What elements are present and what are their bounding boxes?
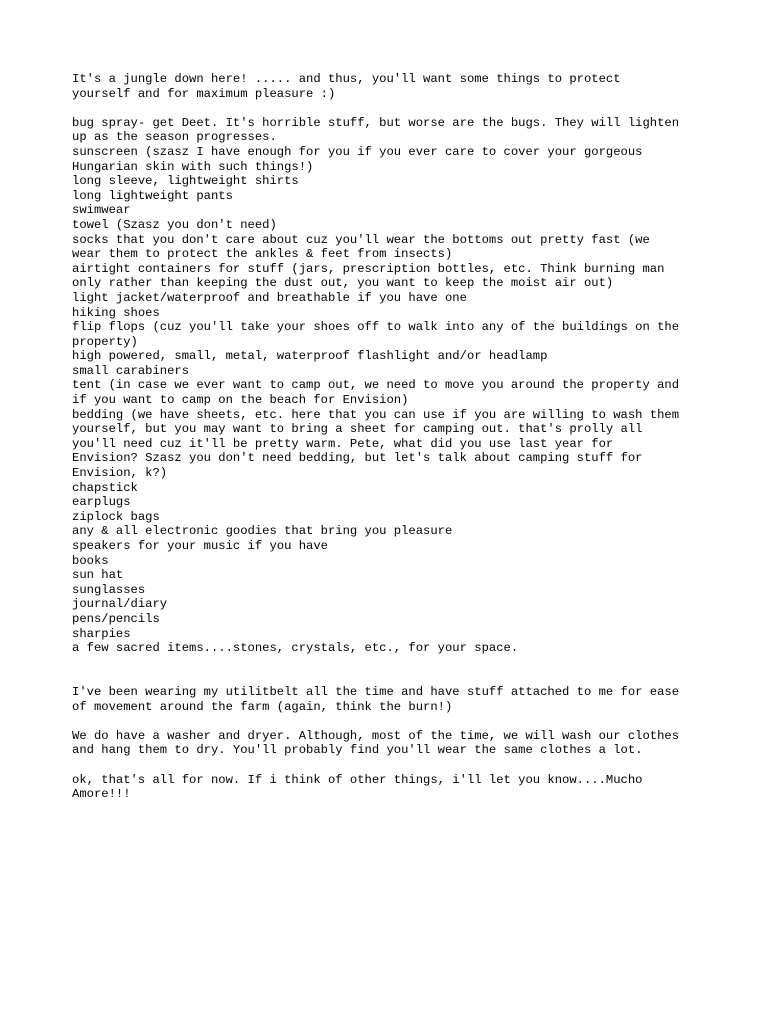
text-line: [72, 656, 712, 671]
text-line: yourself and for maximum pleasure :): [72, 86, 336, 101]
text-line: Envision? Szasz you don't need bedding, but let's talk about camping stuff for: [72, 451, 643, 466]
text-line: high powered, small, metal, waterproof flashlight and/or headlamp: [72, 349, 548, 364]
text-line: if you want to camp on the beach for Envision): [72, 393, 409, 408]
text-line: sunscreen (szasz I have enough for you if you ever care to cover your gorgeous: [72, 144, 643, 159]
text-line: Hungarian skin with such things!): [72, 159, 314, 174]
text-line: any & all electronic goodies that bring you pleasure: [72, 524, 453, 539]
text-line: you'll need cuz it'll be pretty warm. Pete, what did you use last year for: [72, 436, 614, 451]
text-line: Amore!!!: [72, 787, 131, 802]
text-line: ok, that's all for now. If i think of other things, i'll let you know....Mucho: [72, 772, 643, 787]
text-line: Envision, k?): [72, 466, 168, 481]
text-line: a few sacred items....stones, crystals, etc., for your space.: [72, 641, 519, 656]
text-line: flip flops (cuz you'll take your shoes off to walk into any of the buildings on the: [72, 320, 680, 335]
text-line: [72, 714, 712, 729]
text-line: ziplock bags: [72, 509, 160, 524]
text-line: hiking shoes: [72, 305, 160, 320]
text-line: [72, 670, 712, 685]
text-line: chapstick: [72, 480, 138, 495]
text-line: yourself, but you may want to bring a sheet for camping out. that's prolly all: [72, 422, 643, 437]
text-line: journal/diary: [72, 597, 168, 612]
text-line: of movement around the farm (again, think the burn!): [72, 699, 453, 714]
text-line: swimwear: [72, 203, 131, 218]
text-line: up as the season progresses.: [72, 130, 277, 145]
text-line: It's a jungle down here! ..... and thus, you'll want some things to protect: [72, 72, 621, 86]
text-line: books: [72, 553, 109, 568]
text-line: [72, 101, 712, 116]
text-line: socks that you don't care about cuz you'll wear the bottoms out pretty fast (we: [72, 232, 650, 247]
text-line: I've been wearing my utilitbelt all the time and have stuff attached to me for ease: [72, 684, 680, 699]
text-line: [72, 758, 712, 773]
text-line: airtight containers for stuff (jars, prescription bottles, etc. Think burning man: [72, 261, 665, 276]
text-line: light jacket/waterproof and breathable if you have one: [72, 290, 467, 305]
text-line: tent (in case we ever want to camp out, we need to move you around the property and: [72, 378, 680, 393]
text-line: small carabiners: [72, 363, 190, 378]
text-line: speakers for your music if you have: [72, 539, 328, 553]
text-line: only rather than keeping the dust out, you want to keep the moist air out): [72, 276, 614, 291]
text-line: sharpies: [72, 626, 131, 641]
text-line: and hang them to dry. You'll probably find you'll wear the same clothes a lot.: [72, 743, 643, 758]
text-line: sunglasses: [72, 582, 146, 597]
text-line: bedding (we have sheets, etc. here that you can use if you are willing to wash them: [72, 407, 680, 422]
text-line: pens/pencils: [72, 611, 160, 626]
text-line: wear them to protect the ankles & feet from insects): [72, 247, 453, 262]
text-line: towel (Szasz you don't need): [72, 217, 277, 232]
text-line: earplugs: [72, 495, 131, 510]
document-body: [72, 72, 712, 802]
text-line: bug spray- get Deet. It's horrible stuff, but worse are the bugs. They will lighten: [72, 115, 680, 130]
text-line: long sleeve, lightweight shirts: [72, 174, 299, 189]
text-line: sun hat: [72, 568, 124, 583]
text-line: long lightweight pants: [72, 188, 233, 203]
text-line: property): [72, 334, 138, 349]
text-line: We do have a washer and dryer. Although, most of the time, we will wash our clothes: [72, 728, 680, 743]
